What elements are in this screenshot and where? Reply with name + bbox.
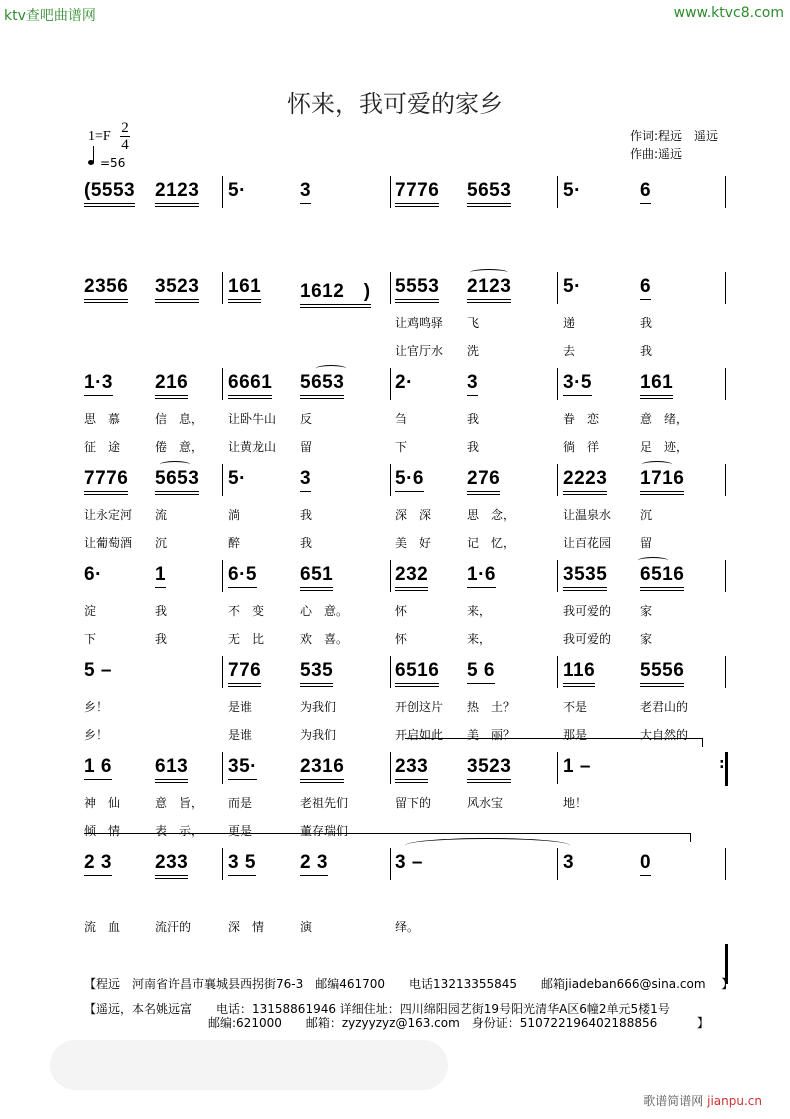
logo-text: 歌谱简谱网 — [643, 1094, 704, 1108]
slur — [638, 557, 668, 564]
barline — [222, 752, 223, 784]
note-group: 5653 — [467, 180, 511, 207]
note-group: 776 — [228, 660, 261, 687]
note-group: 2123 — [467, 276, 511, 303]
note-group: 3 — [300, 180, 311, 204]
time-signature-top: 2 — [121, 120, 129, 136]
note-group: 6516 — [640, 564, 684, 591]
lyric-verse-2: 我 — [155, 632, 168, 646]
note-group: 3 5 — [228, 852, 256, 876]
lyric-verse-2: 开启如此 — [395, 728, 444, 742]
lyric-verse-1: 为我们 — [300, 700, 337, 714]
barline — [390, 656, 391, 688]
note-group: 161 — [640, 372, 673, 399]
note-group: 5· — [228, 468, 246, 489]
note-group: 5· — [563, 180, 581, 201]
footer-contact-3: 邮编:621000 邮箱：zyzyyzyz@163.com 身份证：510722196402188856 】 — [208, 1016, 710, 1030]
barline — [222, 176, 223, 208]
lyric-verse-2: 那是 — [563, 728, 588, 742]
note-group: 2356 — [84, 276, 128, 303]
slur — [316, 365, 346, 372]
barline — [390, 464, 391, 496]
barline — [557, 656, 558, 688]
note-group: 1·3 — [84, 372, 113, 396]
first-ending-bracket — [405, 738, 703, 747]
lyric-verse-1: 我 — [467, 412, 480, 426]
note-group: 3 — [563, 852, 575, 873]
lyric-verse-1: 不是 — [563, 700, 588, 714]
lyric-verse-2: 让黄龙山 — [228, 440, 277, 454]
slur — [470, 269, 508, 276]
lyric-verse-2: 美 丽？ — [467, 728, 516, 742]
lyric-verse-2: 深 情 — [228, 920, 265, 934]
note-group: 651 — [300, 564, 333, 591]
barline — [725, 368, 726, 400]
lyric-verse-1: 我 — [300, 508, 313, 522]
note-group: 7776 — [395, 180, 439, 207]
note-group: 6661 — [228, 372, 272, 399]
lyric-verse-2: 让官厅水 — [395, 344, 444, 358]
note-group: 2123 — [155, 180, 199, 207]
lyric-verse-1: 飞 — [467, 316, 480, 330]
repeat-dots: : — [719, 756, 725, 772]
barline — [390, 176, 391, 208]
lyric-verse-1: 风水宝 — [467, 796, 504, 810]
key-signature: 1=F — [88, 129, 111, 144]
lyric-verse-2: 洗 — [467, 344, 480, 358]
note-group: 2 3 — [300, 852, 328, 876]
note-group: 1 – — [563, 756, 591, 777]
note-group: 5653 — [155, 468, 199, 495]
barline — [222, 272, 223, 304]
lyric-verse-1: 刍 — [395, 412, 408, 426]
note-group: 2 3 — [84, 852, 112, 876]
note-group: 3535 — [563, 564, 607, 591]
lyric-verse-2: 徜 徉 — [563, 440, 600, 454]
lyric-verse-1: 神 仙 — [84, 796, 121, 810]
lyric-verse-2: 流汗的 — [155, 920, 192, 934]
lyric-verse-1: 老君山的 — [640, 700, 689, 714]
lyric-verse-1: 而是 — [228, 796, 253, 810]
gray-panel — [50, 1040, 448, 1090]
lyric-verse-2: 董存瑞们 — [300, 824, 349, 838]
note-group: 5·6 — [395, 468, 424, 492]
lyric-verse-2: 让葡萄酒 — [84, 536, 133, 550]
second-ending-bracket — [84, 833, 691, 842]
note-group: 2316 — [300, 756, 344, 783]
barline — [222, 560, 223, 592]
lyric-verse-1: 我 — [155, 604, 168, 618]
note-group: 6 — [640, 276, 651, 300]
lyric-verse-1: 淀 — [84, 604, 97, 618]
lyric-verse-1: 信 息， — [155, 412, 204, 426]
barline — [390, 752, 391, 784]
lyric-verse-1: 让鸡鸣驿 — [395, 316, 444, 330]
note-group: 161 — [228, 276, 261, 303]
lyric-verse-1: 让温泉水 — [563, 508, 612, 522]
lyric-verse-1: 是谁 — [228, 700, 253, 714]
note-group: 3523 — [155, 276, 199, 303]
lyric-verse-1: 思 慕 — [84, 412, 121, 426]
lyric-verse-2: 醉 — [228, 536, 241, 550]
lyric-verse-2: 是谁 — [228, 728, 253, 742]
lyric-verse-1: 地！ — [563, 796, 588, 810]
lyric-verse-2: 下 — [395, 440, 408, 454]
note-group: 232 — [395, 564, 428, 591]
note-group: 5653 — [300, 372, 344, 399]
time-signature-bottom: 4 — [121, 137, 129, 153]
lyric-verse-2: 家 — [640, 632, 653, 646]
composer-credit: 作曲:遥远 — [630, 147, 683, 161]
site-watermark-left: ktv查吧曲谱网 — [4, 8, 96, 24]
barline — [390, 560, 391, 592]
lyric-verse-1: 心 意。 — [300, 604, 349, 618]
barline — [557, 368, 558, 400]
barline — [557, 464, 558, 496]
lyric-verse-2: 演 — [300, 920, 313, 934]
note-group: 116 — [563, 660, 595, 687]
slur — [642, 461, 672, 468]
lyric-verse-1: 反 — [300, 412, 313, 426]
note-group: 2223 — [563, 468, 607, 495]
lyric-verse-2: 倾 情 — [84, 824, 121, 838]
note-group: (5553 — [84, 180, 135, 207]
lyric-verse-2: 去 — [563, 344, 576, 358]
barline — [725, 656, 726, 688]
note-group: 1 — [155, 564, 166, 588]
note-group: 3·5 — [563, 372, 592, 396]
barline — [222, 656, 223, 688]
lyric-verse-2: 乡！ — [84, 728, 109, 742]
lyric-verse-1: 沉 — [640, 508, 653, 522]
lyric-verse-2: 我 — [467, 440, 480, 454]
note-group: 1 6 — [84, 756, 112, 780]
lyric-verse-2: 记 忆， — [467, 536, 516, 550]
barline — [390, 848, 391, 880]
lyric-verse-2: 为我们 — [300, 728, 337, 742]
note-group: 7776 — [84, 468, 128, 495]
lyricist-credit: 作词:程远 遥远 — [630, 129, 719, 143]
lyric-verse-2: 我 — [300, 536, 313, 550]
note-group: 5553 — [395, 276, 439, 303]
note-group: 6 — [640, 180, 651, 204]
lyric-verse-2: 征 途 — [84, 440, 121, 454]
lyric-verse-2: 欢 喜。 — [300, 632, 349, 646]
lyric-verse-2: 美 好 — [395, 536, 432, 550]
barline — [222, 464, 223, 496]
note-group: 216 — [155, 372, 188, 399]
note-group: 3 — [467, 372, 478, 396]
logo-url: jianpu.cn — [707, 1094, 762, 1108]
time-signature — [120, 120, 130, 153]
barline — [725, 848, 726, 880]
lyric-verse-1: 怀 — [395, 604, 408, 618]
lyric-verse-2: 沉 — [155, 536, 168, 550]
note-group: 535 — [300, 660, 333, 687]
note-group: 233 — [395, 756, 428, 783]
barline — [222, 368, 223, 400]
lyric-verse-2: 大自然的 — [640, 728, 689, 742]
note-group: 5· — [563, 276, 581, 297]
lyric-verse-2: 倦 意， — [155, 440, 204, 454]
tempo-marking: =56 — [100, 156, 126, 170]
song-title: 怀来，我可爱的家乡 — [287, 90, 503, 118]
slur — [160, 461, 190, 468]
lyric-verse-1: 老祖先们 — [300, 796, 349, 810]
lyric-verse-2: 表 示， — [155, 824, 204, 838]
note-group: 5 – — [84, 660, 112, 681]
lyric-verse-1: 留下的 — [395, 796, 432, 810]
repeat-barline — [725, 752, 728, 786]
note-group: 1·6 — [467, 564, 496, 588]
note-group: 6516 — [395, 660, 439, 687]
barline — [725, 560, 726, 592]
note-group: 5556 — [640, 660, 684, 687]
lyric-verse-1: 意 旨， — [155, 796, 204, 810]
lyric-verse-1: 来， — [467, 604, 492, 618]
barline — [390, 368, 391, 400]
barline — [725, 176, 726, 208]
lyric-verse-2: 留 — [300, 440, 313, 454]
note-group: 5· — [228, 180, 246, 201]
footer-contact-2: 【遥远，本名姚远富 电话：13158861946 详细住址：四川绵阳园艺街19号阳光清华A区6幢2单元5楼1号 — [84, 1002, 670, 1016]
lyric-verse-2: 更是 — [228, 824, 253, 838]
note-group: 6· — [84, 564, 102, 585]
note-group: 233 — [155, 852, 188, 879]
barline — [557, 272, 558, 304]
lyric-verse-2: 我 — [640, 344, 653, 358]
lyric-verse-1: 乡！ — [84, 700, 109, 714]
lyric-verse-1: 眷 恋 — [563, 412, 600, 426]
lyric-verse-1: 让永定河 — [84, 508, 133, 522]
note-group: 3 — [300, 468, 311, 492]
note-group: 613 — [155, 756, 188, 783]
lyric-verse-2: 我可爱的 — [563, 632, 612, 646]
note-group: 276 — [467, 468, 500, 495]
barline — [725, 464, 726, 496]
lyric-verse-1: 递 — [563, 316, 576, 330]
lyric-verse-2: 流 血 — [84, 920, 121, 934]
note-group: 1716 — [640, 468, 684, 495]
lyric-verse-1: 开创这片 — [395, 700, 444, 714]
lyric-verse-1: 流 — [155, 508, 168, 522]
lyric-verse-1: 让卧牛山 — [228, 412, 277, 426]
lyric-verse-1: 淌 — [228, 508, 241, 522]
footer-contact-1: 【程远 河南省许昌市襄城县西拐街76-3 邮编461700 电话13213355845 邮箱jiadeban666@sina.com 】 — [84, 977, 734, 991]
jianpu-logo — [643, 1092, 762, 1109]
lyric-verse-2: 绎。 — [395, 920, 420, 934]
lyric-verse-2: 留 — [640, 536, 653, 550]
note-group: 3 – — [395, 852, 423, 873]
lyric-verse-2: 来， — [467, 632, 492, 646]
lyric-verse-2: 下 — [84, 632, 97, 646]
lyric-verse-2: 让百花园 — [563, 536, 612, 550]
note-group: 2· — [395, 372, 413, 393]
note-group: 1612 ) — [300, 276, 371, 308]
barline — [725, 272, 726, 304]
barline — [390, 272, 391, 304]
lyric-verse-2: 无 比 — [228, 632, 265, 646]
note-group: 5 6 — [467, 660, 495, 684]
note-group: 35· — [228, 756, 257, 780]
lyric-verse-2: 怀 — [395, 632, 408, 646]
site-watermark-right: www.ktvc8.com — [673, 5, 784, 21]
lyric-verse-2: 足 迹， — [640, 440, 689, 454]
lyric-verse-1: 不 变 — [228, 604, 265, 618]
tie — [405, 838, 570, 853]
lyric-verse-1: 我 — [640, 316, 653, 330]
barline — [557, 752, 558, 784]
barline — [557, 176, 558, 208]
lyric-verse-1: 深 深 — [395, 508, 432, 522]
lyric-verse-1: 家 — [640, 604, 653, 618]
note-group: 3523 — [467, 756, 511, 783]
lyric-verse-1: 我可爱的 — [563, 604, 612, 618]
barline — [557, 560, 558, 592]
note-group: 6·5 — [228, 564, 257, 588]
lyric-verse-1: 思 念， — [467, 508, 516, 522]
barline — [222, 848, 223, 880]
lyric-verse-1: 热 土？ — [467, 700, 516, 714]
lyric-verse-1: 意 绪， — [640, 412, 689, 426]
note-group: 0 — [640, 852, 651, 876]
